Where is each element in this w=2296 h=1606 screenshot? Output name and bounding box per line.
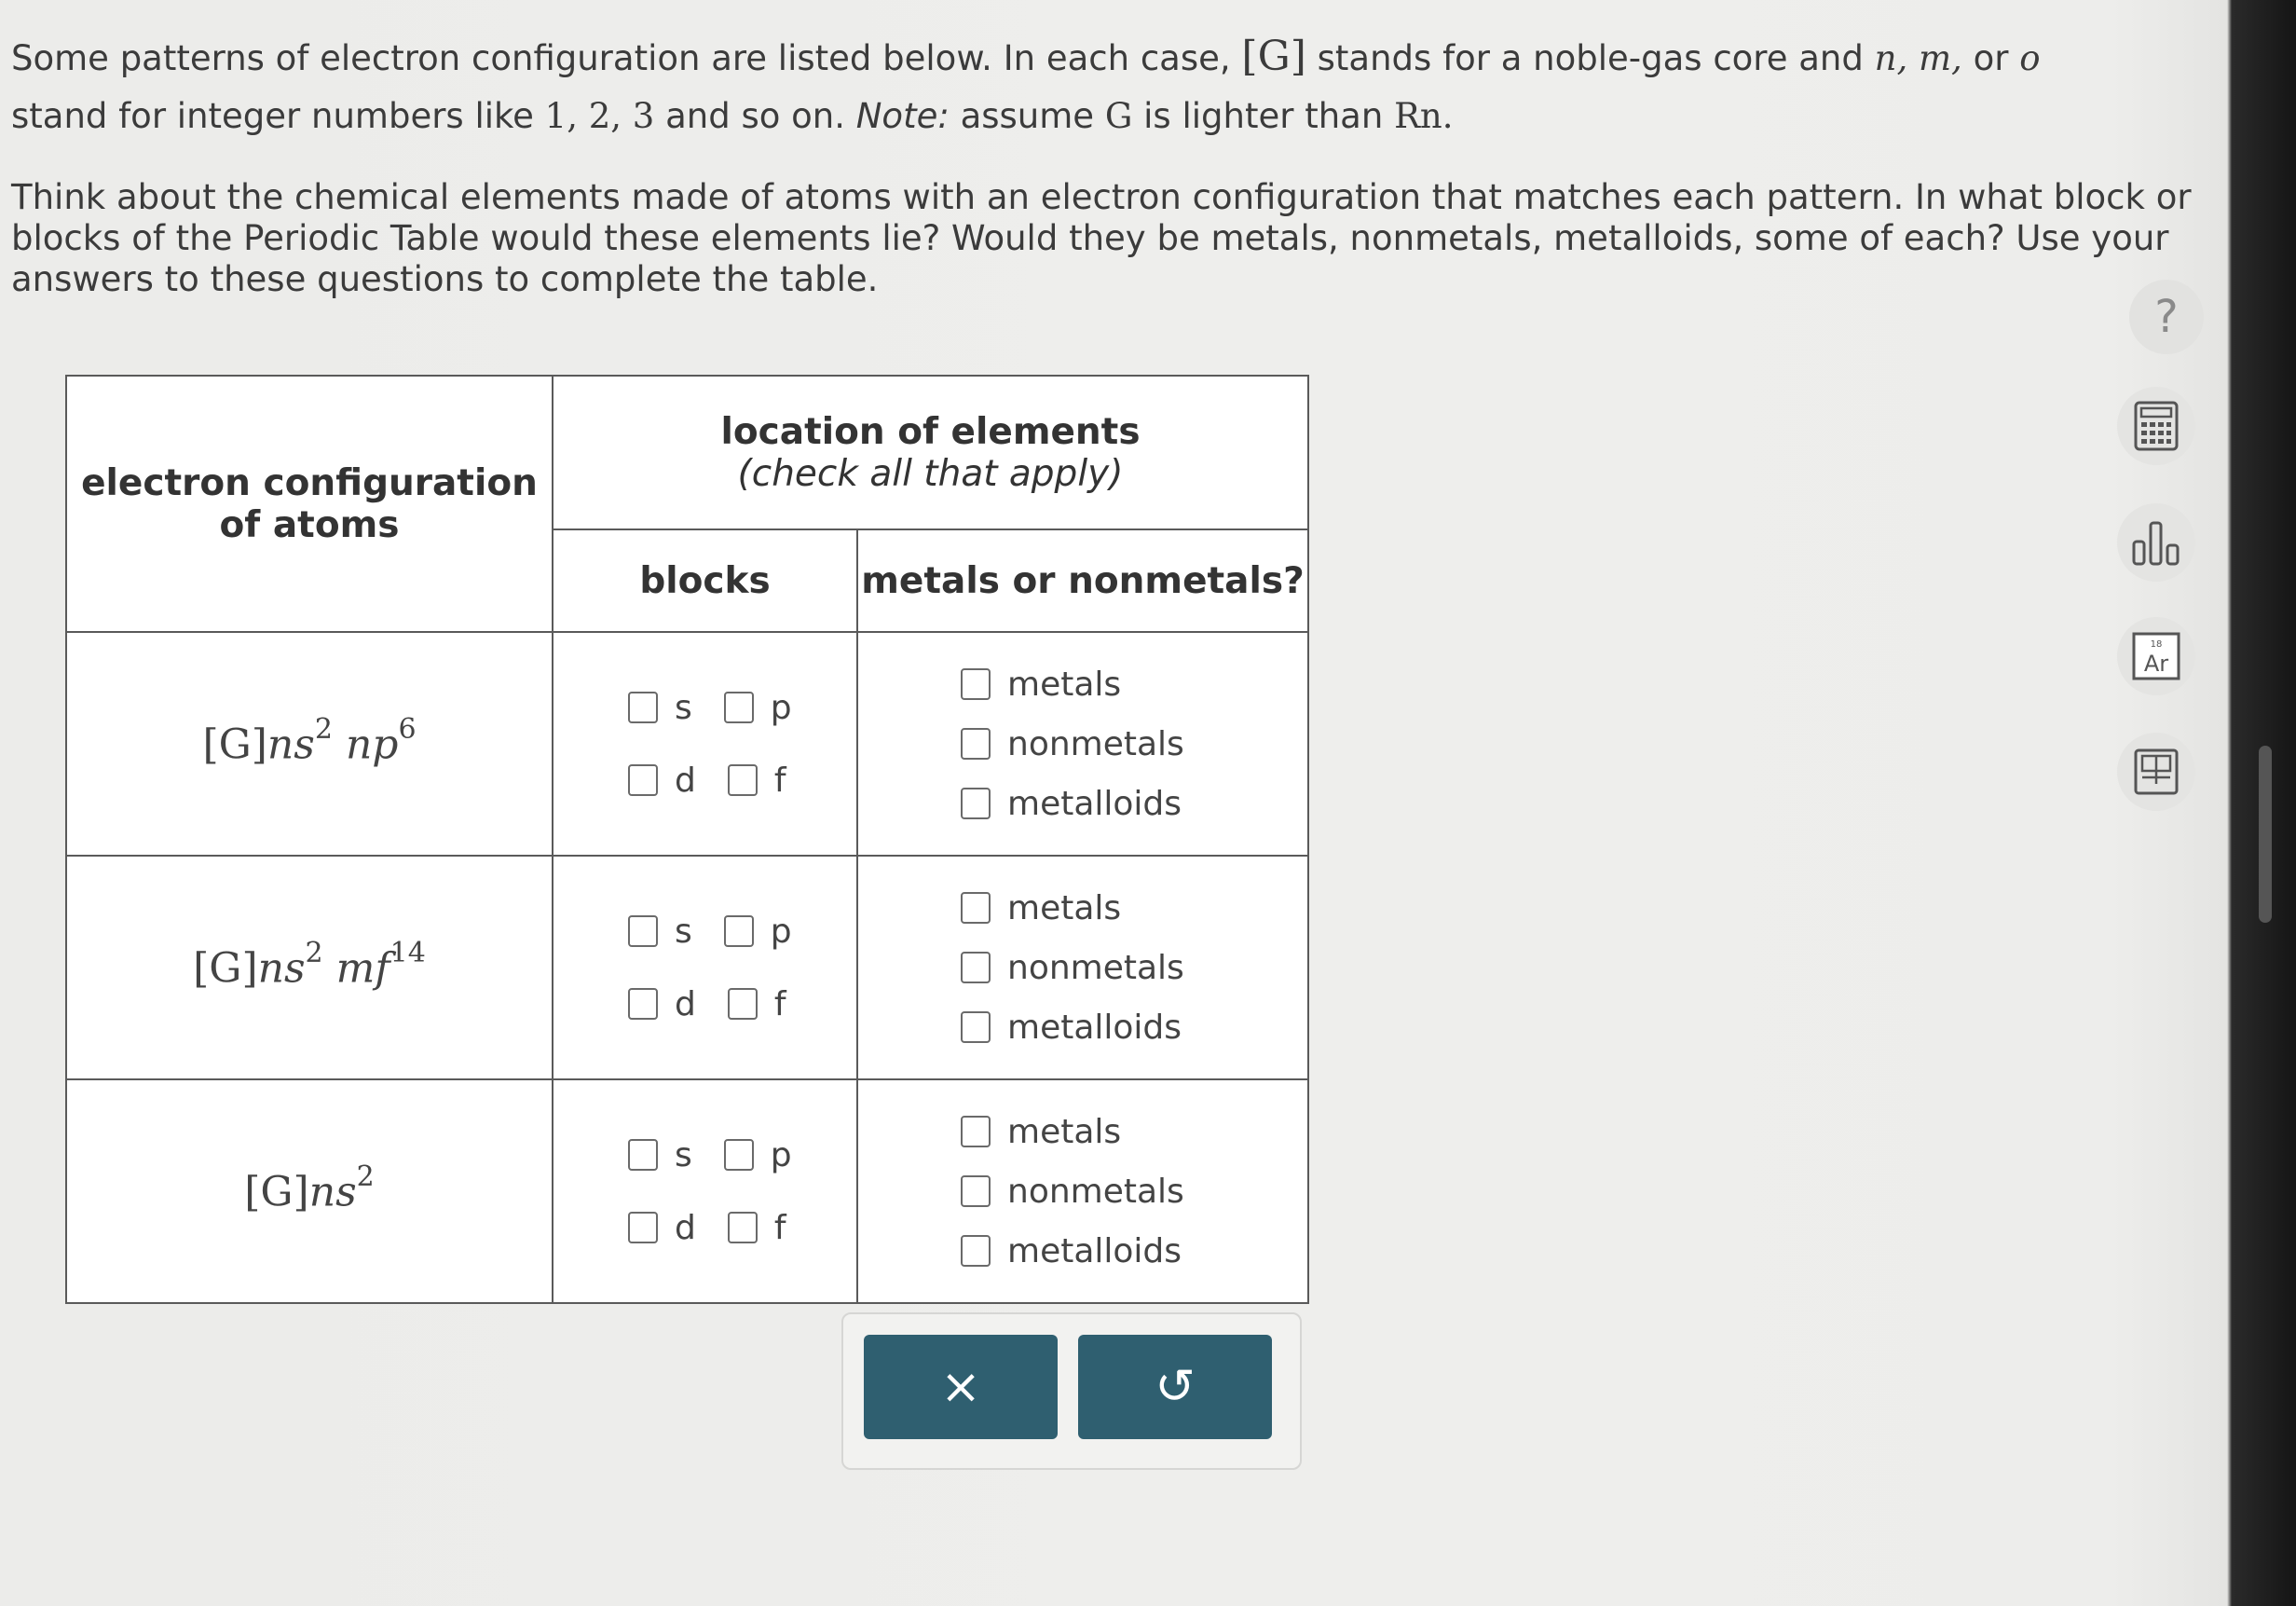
checkbox-nonmetals[interactable] [961, 938, 1307, 997]
intro-text: is lighter than [1132, 96, 1395, 136]
checkbox-label: d [675, 1208, 696, 1247]
header-location-sub: (check all that apply) [737, 452, 1124, 495]
config-exponent: 2 [305, 937, 323, 970]
config-m: m [335, 944, 376, 993]
header-location-title: location of elements [720, 410, 1141, 453]
config-exponent: 14 [390, 937, 426, 970]
checkbox-label: nonmetals [1007, 948, 1184, 987]
config-n: n [266, 721, 294, 769]
checkbox-metals[interactable] [961, 1102, 1307, 1161]
intro-text: and so on. [654, 96, 856, 136]
checkbox-label: metals [1007, 1112, 1122, 1151]
header-metals: metals or nonmetals? [857, 529, 1308, 632]
checkbox-label: metalloids [1007, 1008, 1182, 1047]
config-exponent: 2 [356, 1160, 375, 1194]
config-core: [G] [244, 1168, 309, 1216]
header-blocks: blocks [553, 529, 857, 632]
scrollbar-thumb[interactable] [2259, 746, 2272, 923]
data-icon [2132, 747, 2180, 797]
checkbox-nonmetals[interactable] [961, 1161, 1307, 1221]
table-row [66, 856, 1308, 1079]
chart-icon [2128, 517, 2184, 568]
checkbox-metals[interactable] [961, 878, 1307, 938]
checkbox-label: metals [1007, 888, 1122, 927]
config-n: n [345, 721, 373, 769]
config-exponent: 6 [398, 713, 417, 747]
checkbox-label: f [773, 984, 786, 1023]
checkbox-metalloids[interactable] [961, 997, 1307, 1057]
metals-cell [857, 632, 1308, 856]
clear-button[interactable]: × [864, 1335, 1058, 1439]
integer-var-o: o [2019, 38, 2041, 78]
checkbox-p[interactable] [724, 689, 792, 727]
config-cell [66, 856, 553, 1079]
answer-table [65, 375, 1309, 1304]
periodic-table-button[interactable] [2117, 617, 2195, 695]
action-bar [841, 1312, 1302, 1470]
checkbox-label: metals [1007, 665, 1122, 704]
checkbox-label: s [675, 1135, 692, 1174]
intro-text: stand for integer numbers like [11, 96, 545, 136]
checkbox-p[interactable] [724, 1136, 792, 1174]
checkbox-label: d [675, 984, 696, 1023]
checkbox-f[interactable] [728, 1209, 786, 1247]
checkbox-f[interactable] [728, 985, 786, 1023]
intro-text: or [1961, 38, 2020, 78]
checkbox-label: nonmetals [1007, 1172, 1184, 1211]
config-cell [66, 1079, 553, 1303]
note-label: Note: [855, 96, 950, 136]
checkbox-nonmetals[interactable] [961, 714, 1307, 774]
config-n: n [257, 944, 284, 993]
metals-cell [857, 1079, 1308, 1303]
periodic-table-icon [2130, 630, 2182, 682]
config-n: n [308, 1168, 336, 1216]
checkbox-label: s [675, 912, 692, 951]
config-orbital: s [283, 944, 306, 993]
checkbox-metals[interactable] [961, 654, 1307, 714]
config-orbital: f [375, 944, 390, 993]
config-core: [G] [202, 721, 267, 769]
config-core: [G] [193, 944, 258, 993]
checkbox-metalloids[interactable] [961, 774, 1307, 833]
tile-number: 18 [2150, 639, 2163, 650]
rn-symbol: Rn. [1394, 96, 1454, 136]
checkbox-label: f [773, 761, 786, 800]
checkbox-label: p [770, 1135, 792, 1174]
blocks-cell [553, 632, 857, 856]
checkbox-d[interactable] [628, 985, 696, 1023]
checkbox-d[interactable] [628, 1209, 696, 1247]
calculator-button[interactable] [2117, 387, 2195, 465]
calculator-icon [2133, 401, 2180, 451]
g-symbol: G [1104, 96, 1133, 136]
intro-text: Some patterns of electron configuration are listed below. In each case, [11, 38, 1242, 78]
config-orbital: s [335, 1168, 357, 1216]
checkbox-p[interactable] [724, 913, 792, 951]
metals-cell [857, 856, 1308, 1079]
intro-text: assume [949, 96, 1105, 136]
noble-gas-core: [G] [1241, 33, 1306, 80]
blocks-cell [553, 1079, 857, 1303]
table-row [66, 632, 1308, 856]
question-intro [11, 28, 2182, 145]
tile-symbol: Ar [2143, 651, 2169, 677]
chart-button[interactable] [2117, 503, 2195, 582]
integer-vars: n, m, [1874, 38, 1962, 78]
config-exponent: 2 [314, 713, 333, 747]
checkbox-label: nonmetals [1007, 724, 1184, 763]
table-row [66, 1079, 1308, 1303]
checkbox-label: f [773, 1208, 786, 1247]
checkbox-f[interactable] [728, 762, 786, 800]
undo-button[interactable]: ↺ [1078, 1335, 1272, 1439]
config-orbital: s [294, 721, 315, 769]
checkbox-label: s [675, 688, 692, 727]
config-orbital: p [372, 721, 399, 769]
checkbox-label: metalloids [1007, 1231, 1182, 1270]
help-button[interactable]: ? [2129, 280, 2204, 354]
checkbox-label: d [675, 761, 696, 800]
data-button[interactable] [2117, 733, 2195, 811]
checkbox-s[interactable] [628, 1136, 692, 1174]
checkbox-d[interactable] [628, 762, 696, 800]
checkbox-s[interactable] [628, 913, 692, 951]
checkbox-label: p [770, 912, 792, 951]
config-cell [66, 632, 553, 856]
question-instructions: Think about the chemical elements made of atoms with an electron configuration that matches each pattern. In what block or blocks of the Periodic Table would these elements lie? Would they be metals, nonmetals, metalloids, some of each? Use your answers to these questions to complete the table. [11, 177, 2192, 299]
intro-text: stands for a noble-gas core and [1305, 38, 1875, 78]
checkbox-label: p [770, 688, 792, 727]
header-electron-config: electron configuration of atoms [66, 376, 553, 632]
blocks-cell [553, 856, 857, 1079]
header-location [553, 376, 1308, 529]
integer-examples: 1, 2, 3 [544, 96, 655, 136]
checkbox-s[interactable] [628, 689, 692, 727]
checkbox-label: metalloids [1007, 784, 1182, 823]
checkbox-metalloids[interactable] [961, 1221, 1307, 1281]
